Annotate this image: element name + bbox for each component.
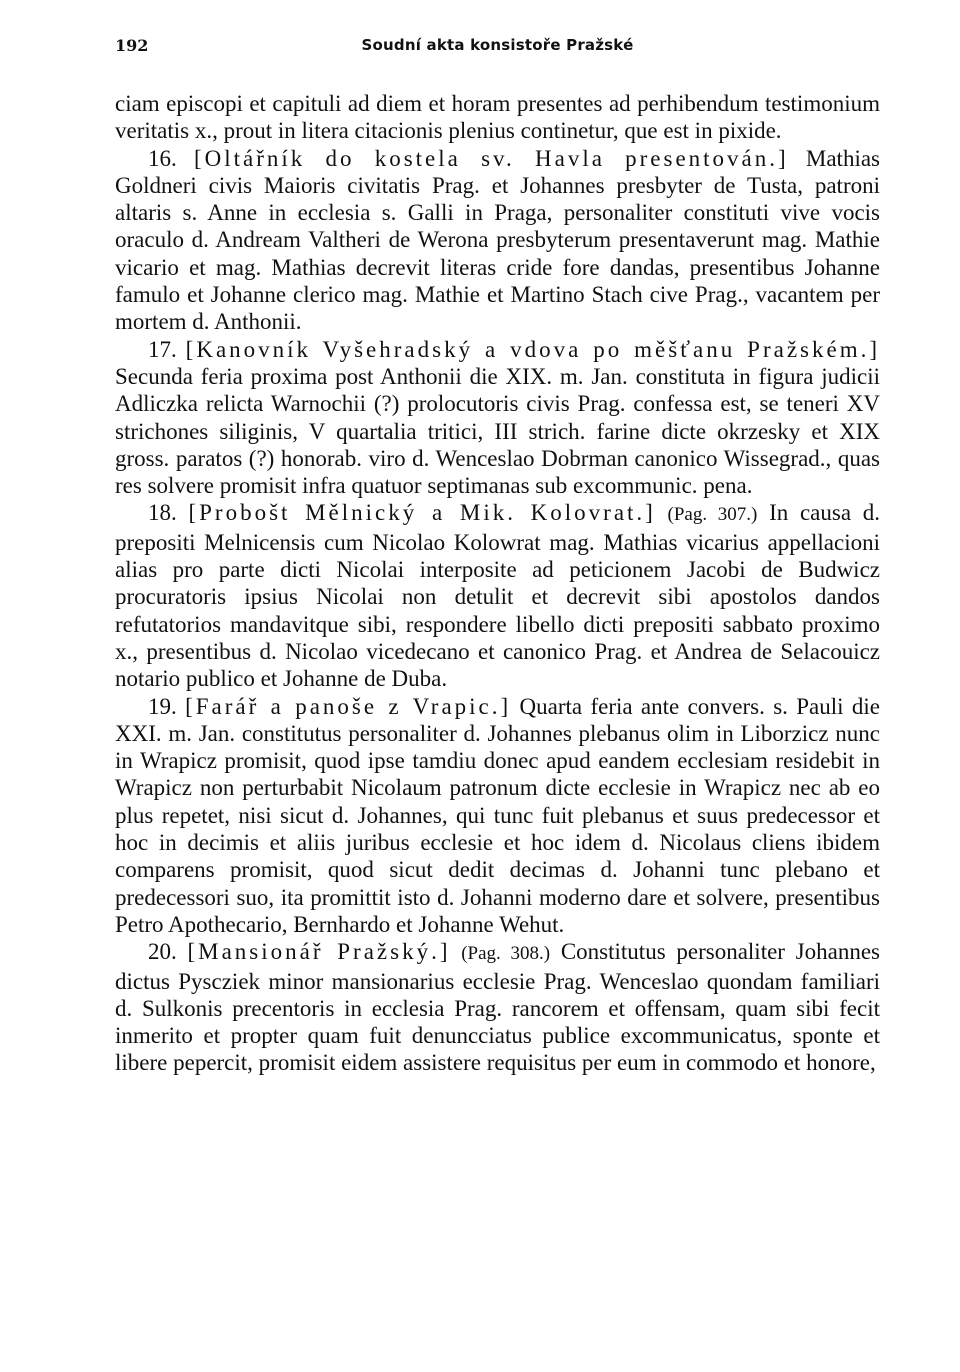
entry-16: [115, 145, 880, 336]
entry-number: 17.: [148, 336, 177, 362]
body-text: [115, 90, 880, 1077]
page-number: 192: [115, 36, 149, 55]
page-header: [115, 36, 880, 66]
entry-text: Mathias Goldneri civis Maioris civitatis Prag. et Johannes presbyter de Tusta, patroni altaris s. Anne in ecclesia s. Galli in Praga, personaliter constituti vive vocis oraculo d. Andream Valtheri de Werona presbyterum presentaverunt mag. Mathie vicario et mag. Mathias decrevit literas cride fore dandas, presentibus Johanne famulo et Johanne clerico mag. Mathie et Martino Stach cive Prag., vacantem per mortem d. Anthonii.: [115, 145, 880, 335]
page-reference: (Pag. 307.): [667, 504, 758, 526]
entry-number: 18.: [148, 500, 177, 526]
entry-text: In causa d. prepositi Melnicensis cum Nicolao Kolowrat mag. Mathias vicarius appellacioni alias pro parte dicti Nicolai interposite ad peticionem Jacobi de Budwicz procuratoris ipsius Nicolai non detulit et decrevit sibi apostolos dandos refutatorios mandavitque sibi, respondere libello dicti prepositi sabbato proximo x., presentibus d. Nicolao vicedecano et canonico Prag. et Andrea de Selacouicz notario publico et Johanne de Duba.: [115, 500, 880, 692]
entry-19: [115, 693, 880, 939]
entry-text: Quarta feria ante convers. s. Pauli die XXI. m. Jan. constitutus personaliter d. Johannes plebanus olim in Liborzicz nunc in Wrapicz promisit, quod ipse tamdiu donec apud eandem ecclesiam residebit in Wrapicz non perturbabit Nicolaum patronum dicte ecclesie in Wrapicz nec ab eo plus repetet, nisi sicut d. Johannes, qui tunc fuit plebanus et suus predecessor et hoc in decimis et aliis juribus ecclesie et hoc idem d. Nicolaus cliens ibidem comparens promisit, quod sicut dedit decimas d. Johanni tunc plebano et predecessori suo, ita promittit isto d. Johanni moderno dare et solvere, presentibus Petro Apothecario, Bernhardo et Johanne Wehut.: [115, 693, 880, 937]
entry-20: [115, 938, 880, 1076]
entry-heading: [Probošt Mělnický a Mik. Kolovrat.]: [188, 500, 656, 526]
entry-number: 16.: [148, 145, 177, 171]
entry-number: 19.: [148, 693, 177, 719]
entry-text: Constitutus personaliter Johannes dictus Pyscziek minor mansionarius ecclesie Prag. Wenceslao quondam familiari d. Sulkonis precentoris in ecclesia Prag. rancorem et offensam, quam sibi fecit inmerito et propter quam fuit denuncciatus publice excommunicatus, sponte et libere pepercit, promisit eidem assistere requisitus per eum in commodo et honore,: [115, 939, 880, 1076]
running-title: Soudní akta konsistoře Pražské: [361, 36, 634, 54]
entry-text: Secunda feria proxima post Anthonii die XIX. m. Jan. constituta in figura judicii Adliczka relicta Warnochii (?) prolocutoris civis Prag. confessa est, se teneri XV strichones siliginis, V quartalia tritici, III strich. farine dicte okrzesky et XIX gross. paratos (?) honorab. viro d. Wenceslao Dobrman canonico Wissegrad., quas res solvere promisit infra quatuor septimanas sub excommunic. pena.: [115, 363, 880, 499]
page-reference: (Pag. 308.): [461, 943, 551, 965]
entry-heading: [Oltářník do kostela sv. Havla presentován.]: [193, 145, 789, 171]
entry-number: 20.: [148, 939, 177, 965]
entry-18: [115, 499, 880, 692]
continuation-paragraph: [115, 90, 880, 145]
entry-heading: [Kanovník Vyšehradský a vdova po měšťanu Pražském.]: [185, 336, 880, 362]
paragraph-text: ciam episcopi et capituli ad diem et horam presentes ad perhibendum testimonium veritatis x., prout in litera citacionis plenius continetur, que est in pixide.: [115, 91, 880, 144]
entry-17: [115, 336, 880, 500]
entry-heading: [Mansionář Pražský.]: [187, 939, 451, 965]
entry-heading: [Farář a panoše z Vrapic.]: [185, 693, 512, 719]
